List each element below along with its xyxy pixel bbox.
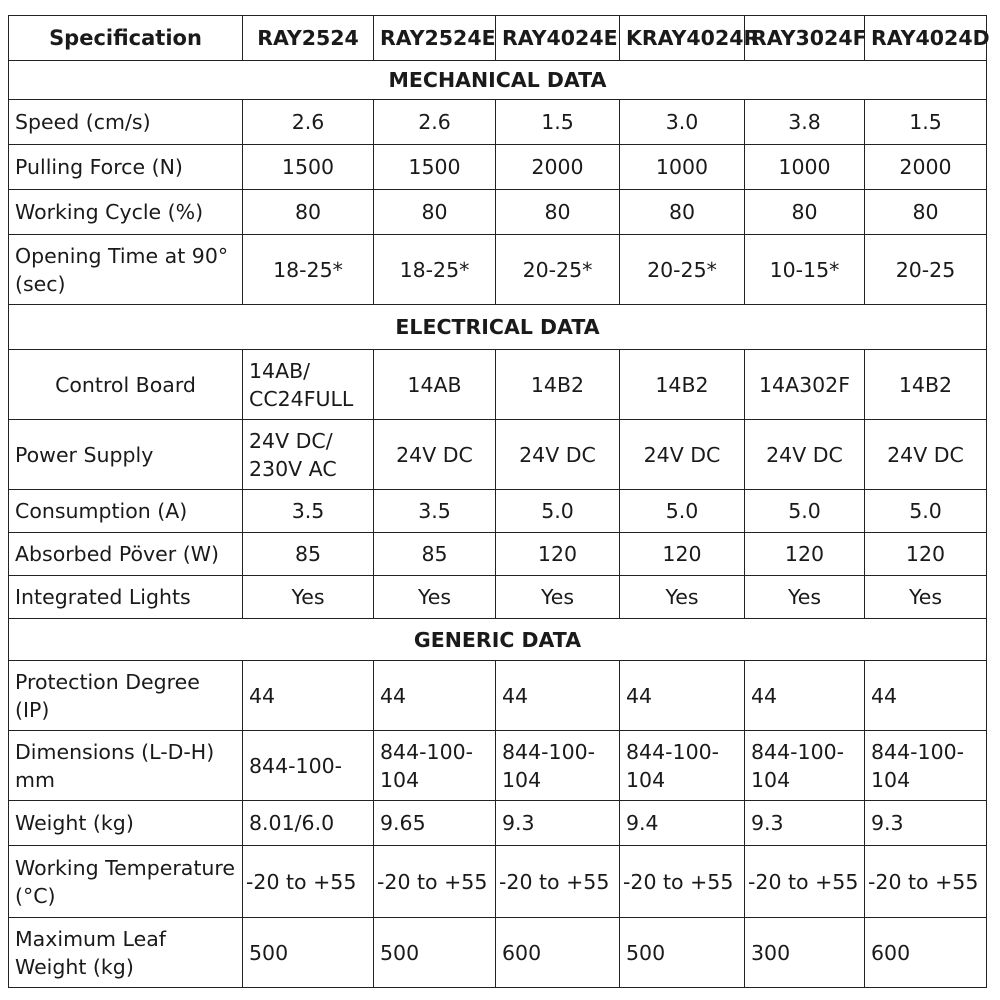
table-cell: 120 — [865, 533, 987, 576]
row-label: Protection Degree (IP) — [9, 661, 243, 731]
table-cell: 3.0 — [620, 100, 745, 145]
table-cell: 9.3 — [745, 801, 865, 846]
table-cell: 500 — [243, 918, 374, 988]
row-label: Maximum Leaf Weight (kg) — [9, 918, 243, 988]
table-cell: 1500 — [243, 145, 374, 190]
section-row — [9, 61, 987, 100]
row-label: Opening Time at 90° (sec) — [9, 235, 243, 305]
table-cell: 120 — [620, 533, 745, 576]
section-row — [9, 619, 987, 661]
row-label: Dimensions (L-D-H) mm — [9, 731, 243, 801]
table-cell: 3.8 — [745, 100, 865, 145]
table-cell: 14AB/ CC24FULL — [243, 350, 374, 420]
header-row — [9, 16, 987, 61]
table-cell: 120 — [745, 533, 865, 576]
table-cell: 24V DC — [496, 420, 620, 490]
row-label: Absorbed Pöver (W) — [9, 533, 243, 576]
table-cell: 80 — [374, 190, 496, 235]
table-row — [9, 100, 987, 145]
table-cell: 500 — [374, 918, 496, 988]
table-row — [9, 918, 987, 988]
table-row — [9, 490, 987, 533]
table-cell: -20 to +55 — [243, 846, 374, 918]
table-cell: 9.3 — [865, 801, 987, 846]
specification-table — [8, 15, 990, 988]
table-cell: Yes — [496, 576, 620, 619]
table-cell: Yes — [865, 576, 987, 619]
table-cell: 80 — [745, 190, 865, 235]
section-title: GENERIC DATA — [9, 619, 987, 661]
table-cell: 9.4 — [620, 801, 745, 846]
table-cell: 844-100- 104 — [745, 731, 865, 801]
row-label: Consumption (A) — [9, 490, 243, 533]
table-cell: 14B2 — [865, 350, 987, 420]
table-cell: 44 — [243, 661, 374, 731]
header-cell: KRAY4024R — [620, 16, 745, 61]
table-cell: 1000 — [745, 145, 865, 190]
header-cell: RAY2524E — [374, 16, 496, 61]
table-cell: 24V DC — [374, 420, 496, 490]
header-cell: RAY4024D — [865, 16, 987, 61]
table-cell: 80 — [243, 190, 374, 235]
table-row — [9, 846, 987, 918]
table-cell: 1.5 — [865, 100, 987, 145]
table-cell: 5.0 — [865, 490, 987, 533]
table-cell: -20 to +55 — [865, 846, 987, 918]
table-cell: 300 — [745, 918, 865, 988]
table-cell: 600 — [865, 918, 987, 988]
table-cell: 844-100- 104 — [620, 731, 745, 801]
table-cell: 1.5 — [496, 100, 620, 145]
table-cell: Yes — [620, 576, 745, 619]
header-cell: RAY4024E — [496, 16, 620, 61]
table-cell: 844-100- 104 — [374, 731, 496, 801]
table-cell: 24V DC — [745, 420, 865, 490]
header-cell: RAY2524 — [243, 16, 374, 61]
table-row — [9, 145, 987, 190]
table-cell: 44 — [620, 661, 745, 731]
table-cell: Yes — [374, 576, 496, 619]
table-cell: 2.6 — [374, 100, 496, 145]
table-cell: 85 — [243, 533, 374, 576]
table-cell: -20 to +55 — [745, 846, 865, 918]
table-cell: 14AB — [374, 350, 496, 420]
section-title: MECHANICAL DATA — [9, 61, 987, 100]
table-cell: 14A302F — [745, 350, 865, 420]
table-row — [9, 235, 987, 305]
table-cell: 2.6 — [243, 100, 374, 145]
table-cell: 600 — [496, 918, 620, 988]
header-cell: Specification — [9, 16, 243, 61]
table-row — [9, 576, 987, 619]
table-cell: 44 — [865, 661, 987, 731]
header-cell: RAY3024F — [745, 16, 865, 61]
table-row — [9, 420, 987, 490]
section-title: ELECTRICAL DATA — [9, 305, 987, 350]
row-label: Pulling Force (N) — [9, 145, 243, 190]
table-cell: 20-25 — [865, 235, 987, 305]
table-cell: 5.0 — [496, 490, 620, 533]
table-cell: 24V DC — [865, 420, 987, 490]
table-cell: 2000 — [496, 145, 620, 190]
table-cell: 24V DC — [620, 420, 745, 490]
table-cell: Yes — [745, 576, 865, 619]
row-label: Weight (kg) — [9, 801, 243, 846]
row-label: Working Cycle (%) — [9, 190, 243, 235]
table-cell: 14B2 — [620, 350, 745, 420]
table-cell: 9.3 — [496, 801, 620, 846]
table-cell: 9.65 — [374, 801, 496, 846]
table-cell: 10-15* — [745, 235, 865, 305]
table-cell: 844-100- 104 — [496, 731, 620, 801]
table-cell: 44 — [496, 661, 620, 731]
table-cell: 5.0 — [745, 490, 865, 533]
table-cell: 20-25* — [620, 235, 745, 305]
table-cell: 85 — [374, 533, 496, 576]
row-label: Control Board — [9, 350, 243, 420]
table-cell: -20 to +55 — [374, 846, 496, 918]
table-row — [9, 801, 987, 846]
table-row — [9, 350, 987, 420]
section-row — [9, 305, 987, 350]
table-cell: 3.5 — [374, 490, 496, 533]
table-cell: 8.01/6.0 — [243, 801, 374, 846]
table-row — [9, 731, 987, 801]
table-cell: 80 — [496, 190, 620, 235]
table-cell: 18-25* — [374, 235, 496, 305]
row-label: Working Temperature (°C) — [9, 846, 243, 918]
table-cell: 1500 — [374, 145, 496, 190]
table-row — [9, 661, 987, 731]
table-cell: 3.5 — [243, 490, 374, 533]
table-cell: 5.0 — [620, 490, 745, 533]
table-cell: 120 — [496, 533, 620, 576]
table-cell: 80 — [620, 190, 745, 235]
table-cell: -20 to +55 — [620, 846, 745, 918]
table-cell: 14B2 — [496, 350, 620, 420]
table-cell: 2000 — [865, 145, 987, 190]
table-row — [9, 190, 987, 235]
table-cell: 44 — [374, 661, 496, 731]
row-label: Integrated Lights — [9, 576, 243, 619]
table-cell: 844-100- 104 — [865, 731, 987, 801]
row-label: Power Supply — [9, 420, 243, 490]
table-cell: 18-25* — [243, 235, 374, 305]
table-cell: 80 — [865, 190, 987, 235]
table-cell: 20-25* — [496, 235, 620, 305]
table-cell: 24V DC/ 230V AC — [243, 420, 374, 490]
table-cell: 500 — [620, 918, 745, 988]
row-label: Speed (cm/s) — [9, 100, 243, 145]
table-row — [9, 533, 987, 576]
table-cell: Yes — [243, 576, 374, 619]
table-cell: 1000 — [620, 145, 745, 190]
table-cell: -20 to +55 — [496, 846, 620, 918]
table-cell: 44 — [745, 661, 865, 731]
table-cell: 844-100- — [243, 731, 374, 801]
